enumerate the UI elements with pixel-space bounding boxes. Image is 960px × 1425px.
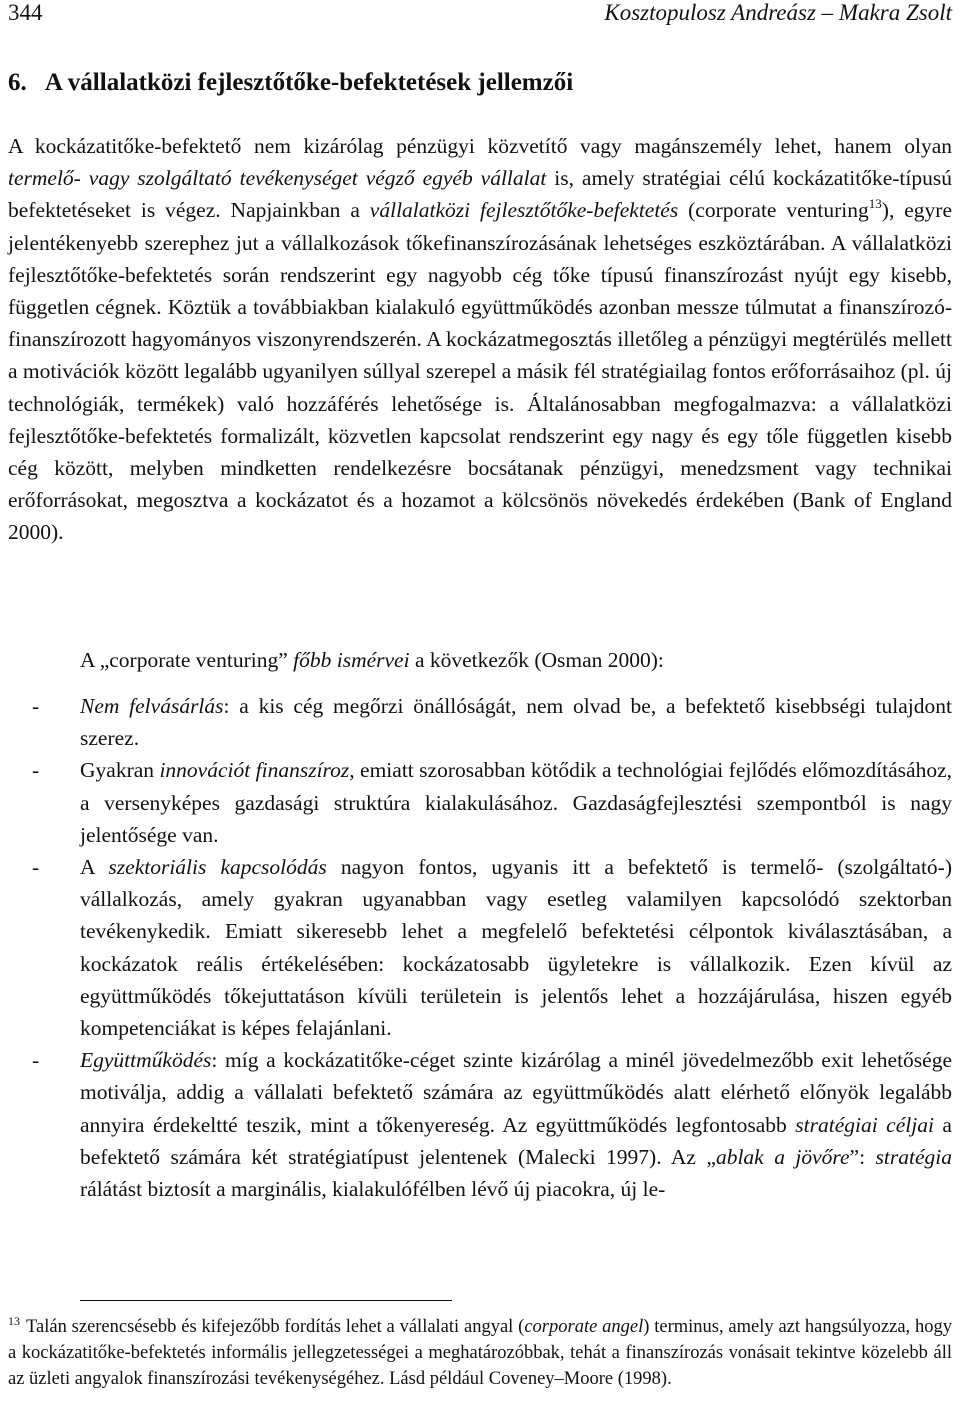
emphasis: innovációt finanszíroz (159, 758, 350, 783)
list-intro: A „corporate venturing” főbb ismérvei a következők (Osman 2000): (80, 648, 664, 672)
emphasis: stratégia (875, 1144, 952, 1169)
list-item: - Gyakran innovációt finanszíroz, emiatt szorosabban kötődik a technológiai fejlődés előmozdításához, a versenyképes gazdasági struktúra kialakulásához. Gazdaságfejlesztési szempontból is nagy jelentősége van. (8, 754, 952, 851)
footnote: $^{13}$ Talán szerencsésebb és kifejezőbb fordítás lehet a vállalati angyal (corporate angel) terminus, amely azt hangsúlyozza, hogy a kockázatitőke-befektetés informális jellegzetességei a meghatározóbbak, tehát a finanszírozás vonásait tekintve közelebb áll az üzleti angyalok finanszírozási tevékenységéhez. Lásd például Coveney–Moore (1998). (8, 1314, 953, 1389)
emphasis: Nem felvásárlás (80, 694, 224, 718)
emphasis: Együttműködés (80, 1048, 212, 1073)
footnote-separator (80, 1300, 452, 1301)
list-dash: - (32, 1048, 40, 1073)
list-item: - Nem felvásárlás: a kis cég megőrzi önállóságát, nem olvad be, a befektető kisebbségi tulajdont szerez. (8, 690, 952, 754)
footnote-mark: 13 (8, 1314, 20, 1328)
page-number: 344 (8, 0, 43, 25)
emphasis: stratégiai céljai (795, 1112, 934, 1137)
emphasis: vállalatközi fejlesztőtőke-befektetés (369, 198, 679, 223)
list-dash: - (32, 758, 40, 783)
emphasis: corporate angel (524, 1317, 644, 1337)
list-dash: - (32, 694, 40, 718)
emphasis: főbb ismérvei (293, 648, 410, 672)
paragraph-text: A kockázatitőke-befektető nem kizárólag pénzügyi közvetítő vagy magánszemély lehet, hanem olyan termelő- vagy szolgáltató tevékenységet végző egyéb vállalat is, amely stratégiai célú kockázatitőke-típusú befektetéseket is végez. Napjainkban a vállalatközi fejlesztőtőke-befektetés (corporate venturing$^{13}$), egyre jelentékenyebb szerephez jut a vállalkozások tőkefinanszírozásának lehetséges eszköztárában. A vállalatközi fejlesztőtőke-befektetés során rendszerint egy nagyobb cég tőke típusú finanszírozást nyújt egy kisebb, független cégnek. Köztük a továbbiakban kialakuló együttműködés azonban messze túlmutat a finanszírozó-finanszírozott hagyományos viszonyrendszerén. A kockázatmegosztás illetőleg a pénzügyi megtérülés mellett a motivációk között legalább ugyanilyen súllyal szerepel a másik fél stratégiailag fontos erőforrásaihoz (pl. új technológiák, termékek) való hozzáférés lehetősége is. Általánosabban megfogalmazva: a vállalatközi fejlesztőtőke-befektetés formalizált, közvetlen kapcsolat rendszerint egy nagy és egy tőle független kisebb cég között, melyben mindketten rendelkezésre bocsátanak pénzügyi, menedzsment vagy technikai erőforrásokat, megosztva a kockázatot és a hozamot a kölcsönös növekedés érdekében (Bank of England 2000). (8, 134, 952, 545)
list-item: - A szektoriális kapcsolódás nagyon fontos, ugyanis itt a befektető is termelő- (szolgáltató-) vállalkozás, amely gyakran ugyanabban vagy esetleg valamilyen kapcsolódó szektorban tevékenykedik. Emiatt sikeresebb lehet a megfelelő befektetési célpontok kiválasztásában, a kockázatok reális értékelésében: kockázatosabb ügyletekre is vállalkozik. Ezen kívül az együttműködés tőkejuttatáson kívüli területein is jelentős lehet a hozzájárulása, hiszen egyéb kompetenciákat is képes felajánlani. (8, 851, 952, 1044)
criteria-list (8, 690, 952, 1205)
section-title: A vállalatközi fejlesztőtőke-befektetések jellemzői (44, 69, 574, 96)
page-header (8, 0, 952, 36)
emphasis: ablak a jövőre (715, 1144, 850, 1169)
section-number: 6. (8, 69, 27, 96)
section-heading (8, 68, 952, 98)
footnote-ref[interactable]: 13 (868, 196, 882, 212)
list-dash: - (32, 855, 40, 880)
body-paragraph (8, 130, 952, 549)
running-title: Kosztopulosz Andreász – Makra Zsolt (604, 0, 952, 25)
emphasis: szektoriális kapcsolódás (108, 855, 327, 880)
emphasis: termelő- vagy szolgáltató tevékenységet végző egyéb vállalat (8, 166, 547, 191)
list-item: - Együttműködés: míg a kockázatitőke-céget szinte kizárólag a minél jövedelmezőbb exit lehetősége motiválja, addig a vállalati befektető számára az együttműködés alatt elérhető előnyök legalább annyira érdekeltté teszik, mint a tőkenyereség. Az együttműködés legfontosabb stratégiai céljai a befektető számára két stratégiatípust jelentenek (Malecki 1997). Az „ablak a jövőre”: stratégia rálátást biztosít a marginális, kialakulófélben lévő új piacokra, új le- (8, 1044, 952, 1205)
